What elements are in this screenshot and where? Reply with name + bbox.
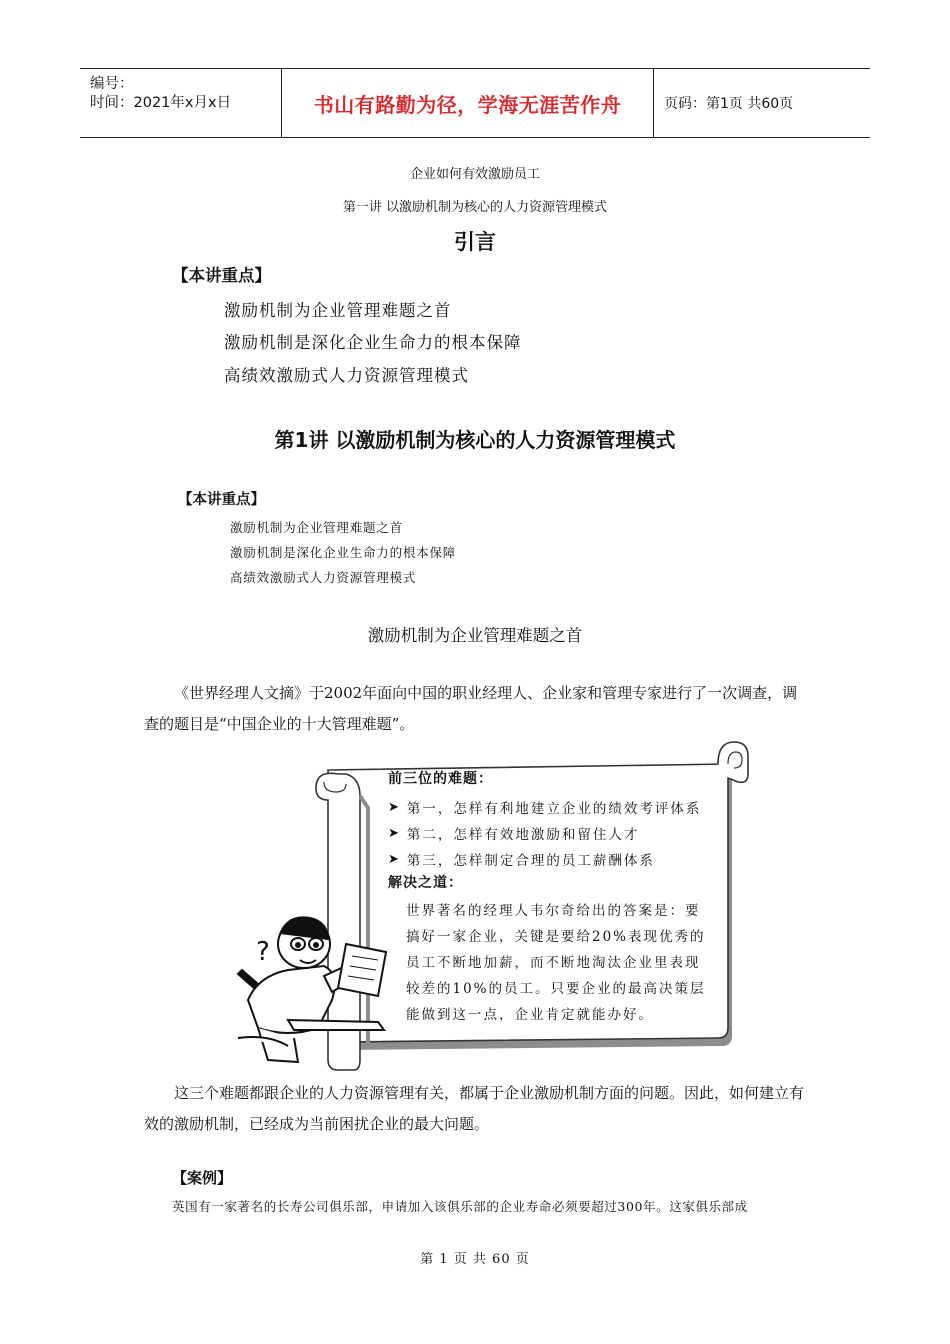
svg-text:?: ?	[256, 937, 270, 967]
intro-point: 激励机制为企业管理难题之首	[224, 301, 452, 320]
date-label: 时间：2021年x月x日	[90, 95, 232, 111]
problem-item	[388, 846, 736, 872]
document-title: 企业如何有效激励员工	[409, 167, 540, 182]
intro-key-points-label: 【本讲重点】	[172, 266, 271, 285]
header-left-cell	[80, 69, 282, 137]
intro-point: 高绩效激励式人力资源管理模式	[224, 366, 469, 385]
lecture-point: 激励机制为企业管理难题之首	[230, 520, 403, 535]
solution-line: 能做到这一点，企业肯定就能办好。	[406, 1007, 654, 1023]
lecture-heading: 第1讲 以激励机制为核心的人力资源管理模式	[274, 428, 676, 452]
arrow-right-icon: ➤	[388, 825, 401, 841]
solution-line: 搞好一家企业，关键是要给20%表现优秀的	[406, 929, 706, 945]
page-label: 页码：第1页 共60页	[664, 96, 794, 112]
solution-line: 世界著名的经理人韦尔奇给出的答案是：要	[406, 903, 701, 919]
problem-item	[388, 794, 736, 820]
section-heading: 激励机制为企业管理难题之首	[367, 626, 583, 645]
problem-text: 第三，怎样制定合理的员工薪酬体系	[406, 853, 655, 869]
paragraph-survey: 《世界经理人文摘》于2002年面向中国的职业经理人、企业家和管理专家进行了一次调查，调查的题目是“中国企业的十大管理难题”。	[144, 684, 798, 733]
scroll-content	[388, 768, 736, 1028]
intro-heading: 引言	[454, 230, 496, 254]
header-page-cell	[654, 69, 870, 137]
solution-line: 员工不断地加薪，而不断地淘汰企业里表现	[406, 955, 701, 971]
problems-title: 前三位的难题：	[388, 771, 493, 787]
number-label: 编号：	[90, 76, 134, 92]
lecture-point: 高绩效激励式人力资源管理模式	[230, 570, 417, 585]
lecture-point: 激励机制是深化企业生命力的根本保障	[230, 545, 457, 560]
lecture-key-points-label: 【本讲重点】	[178, 492, 265, 508]
case-text: 英国有一家著名的长寿公司俱乐部，申请加入该俱乐部的企业寿命必须要超过300年。这家俱乐部成	[172, 1199, 748, 1214]
header-table	[80, 68, 870, 138]
intro-point: 激励机制是深化企业生命力的根本保障	[224, 333, 522, 352]
arrow-right-icon: ➤	[388, 799, 401, 815]
problem-item	[388, 820, 736, 846]
lecture-subtitle: 第一讲 以激励机制为核心的人力资源管理模式	[342, 200, 608, 215]
header-motto-cell	[282, 69, 654, 137]
problem-text: 第二，怎样有效地激励和留住人才	[406, 827, 640, 843]
solution-line: 较差的10%的员工。只要企业的最高决策层	[406, 981, 706, 997]
page-footer: 第 1 页 共 60 页	[420, 1252, 530, 1267]
problem-text: 第一，怎样有利地建立企业的绩效考评体系	[406, 801, 702, 817]
case-label: 【案例】	[172, 1169, 233, 1187]
paragraph-conclusion: 这三个难题都跟企业的人力资源管理有关，都属于企业激励机制方面的问题。因此，如何建立有效的激励机制，已经成为当前困扰企业的最大问题。	[144, 1084, 805, 1133]
solution-body	[388, 898, 736, 1028]
solution-title: 解决之道：	[388, 875, 463, 891]
arrow-right-icon: ➤	[388, 851, 401, 867]
motto: 书山有路勤为径，学海无涯苦作舟	[313, 92, 622, 117]
